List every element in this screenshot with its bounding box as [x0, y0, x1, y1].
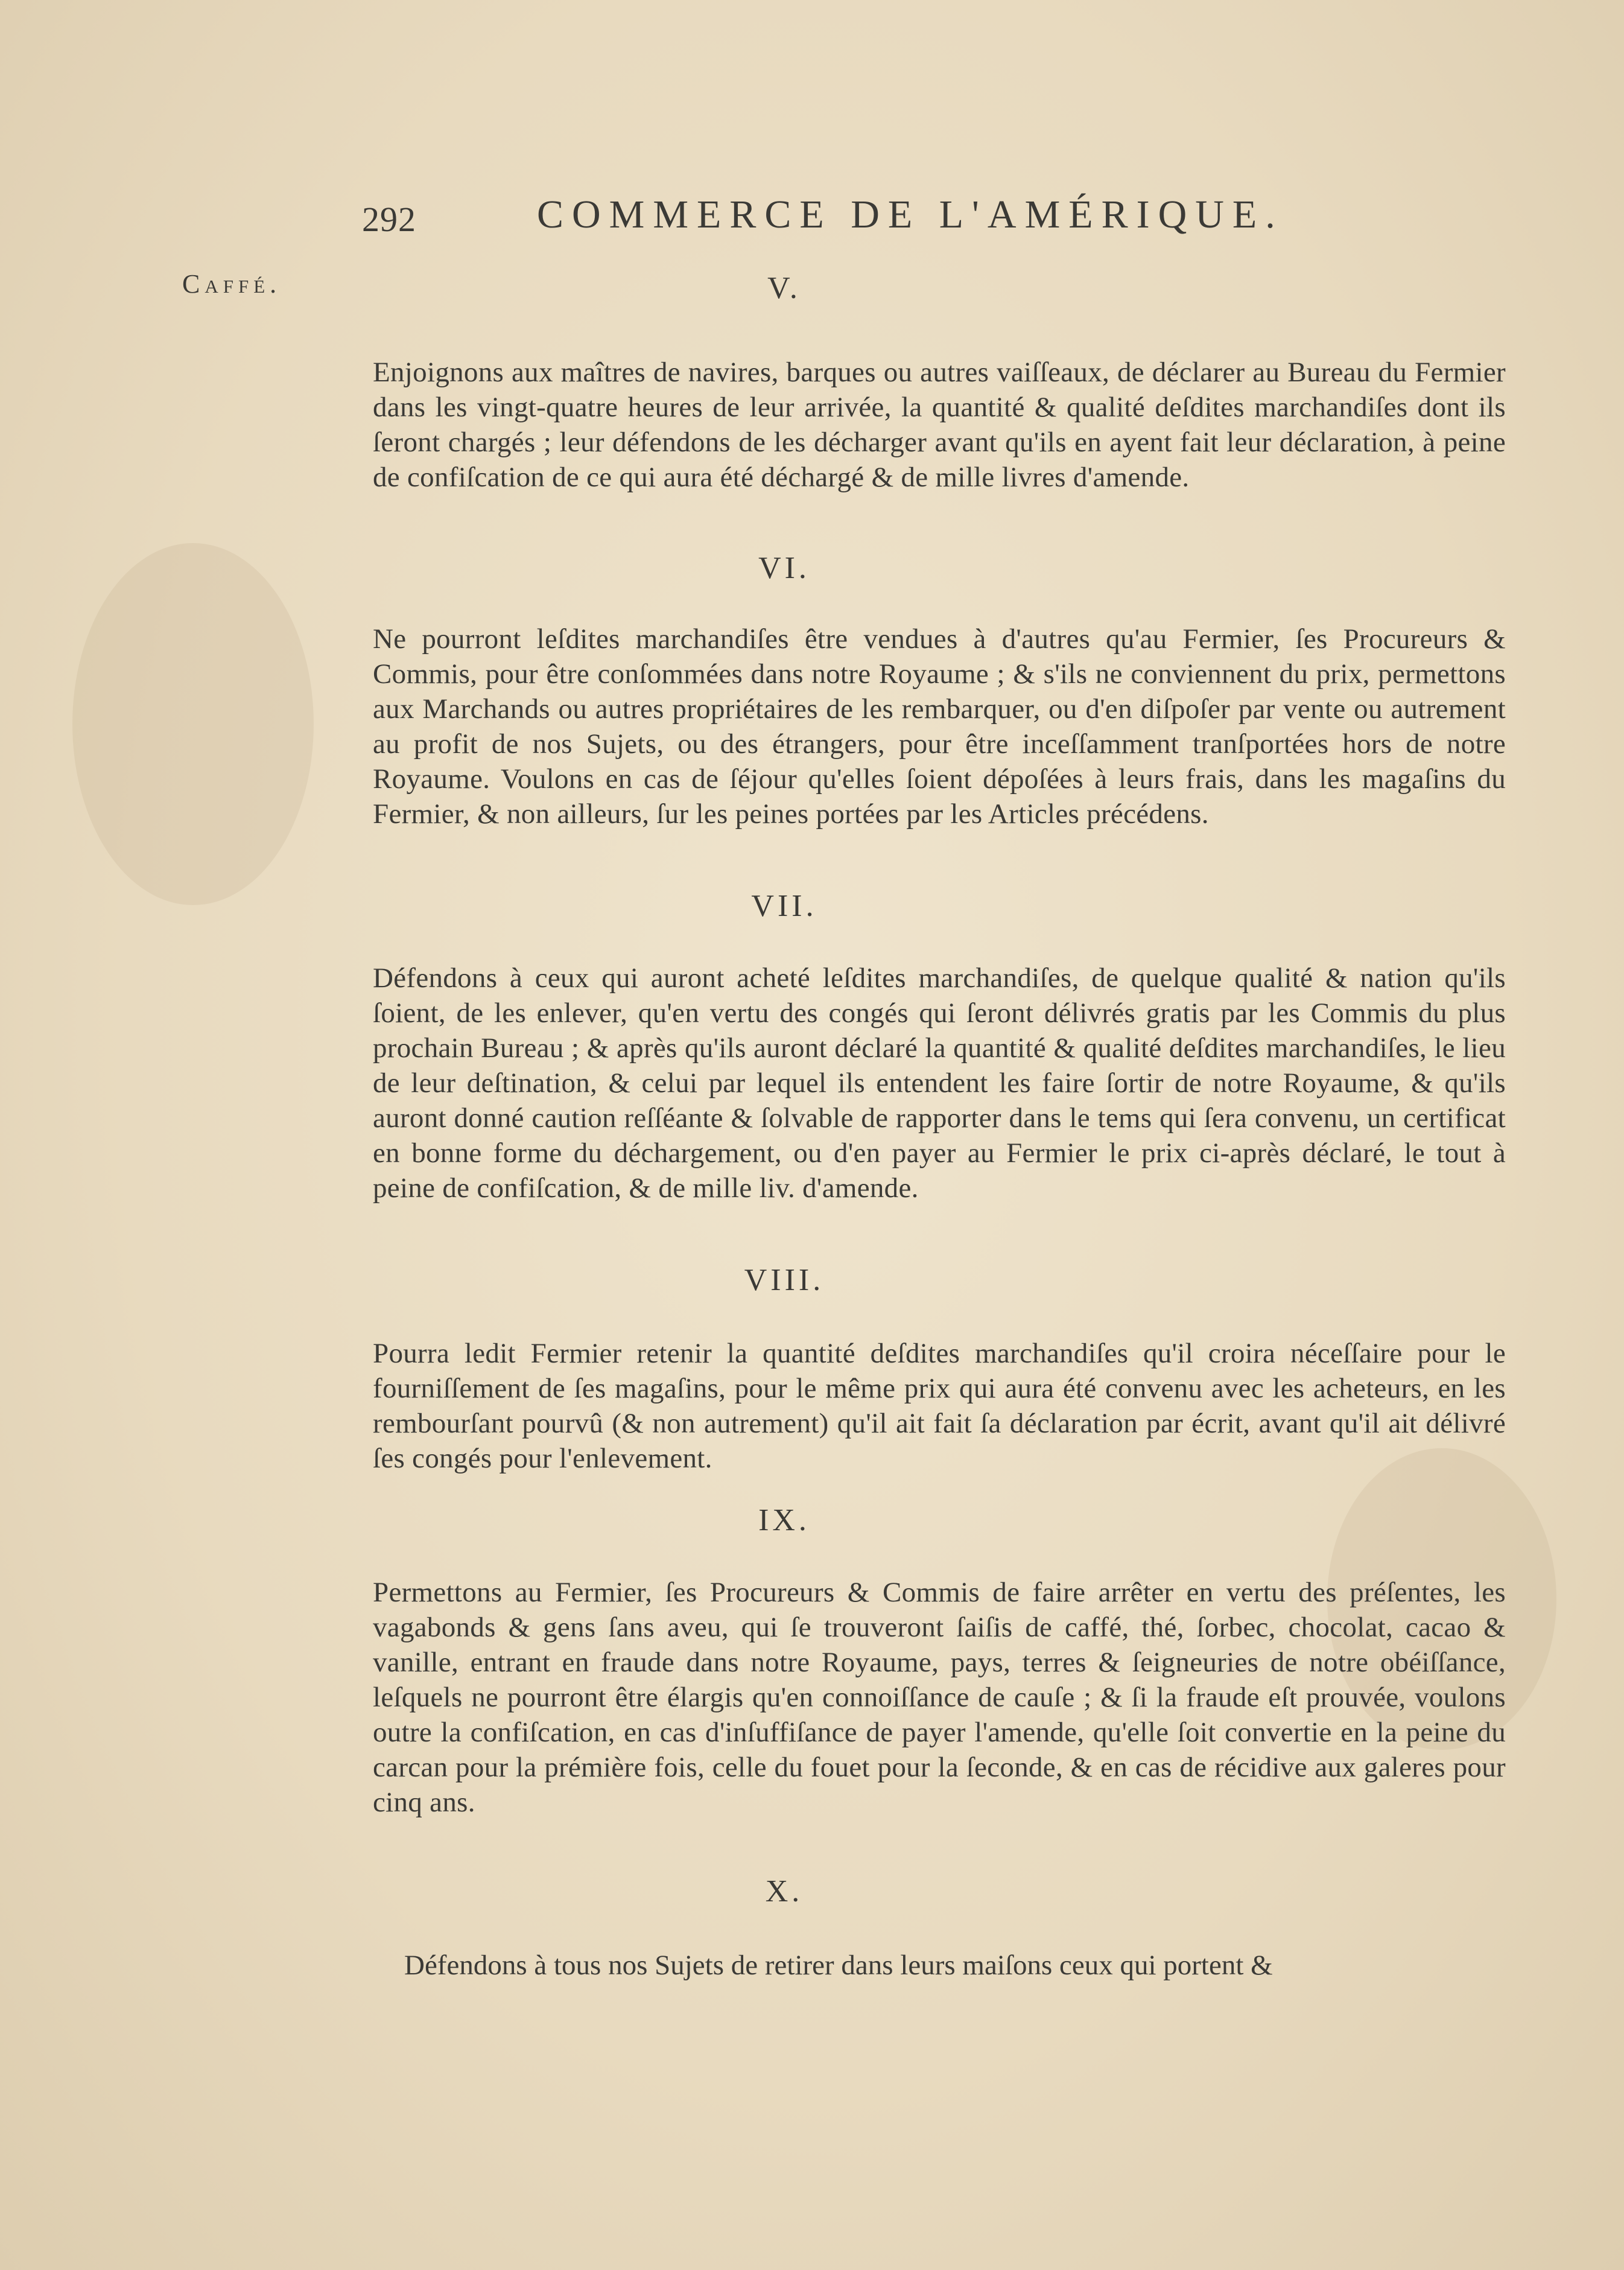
article-text-vi: Ne pourront leſdites marchandiſes être vendues à d'autres qu'au Fermier, ſes Procureurs & Commis, pour être conſommées dans notre Royaume ; & s'ils ne conviennent du prix, permettons aux Marchands ou autres propriétaires de les rembarquer, ou d'en diſpoſer par vente ou autrement au profit de nos Sujets, ou des étrangers, pour être inceſſamment tranſportées hors de notre Royaume. Voulons en cas de ſéjour qu'elles ſoient dépoſées à leurs frais, dans les magaſins du Fermier, & non ailleurs, ſur les peines portées par les Articles précédens.: [373, 623, 1506, 830]
article-heading-viii: VIII.: [744, 1263, 825, 1297]
article-heading-vii: VII.: [751, 889, 817, 923]
paper-stain: [72, 543, 314, 905]
article-text-v: Enjoignons aux maîtres de navires, barques ou autres vaiſſeaux, de déclarer au Bureau du Fermier dans les vingt-quatre heures de leur arrivée, la quantité & qualité deſdites marchandiſes dont ils ſeront chargés ; leur défendons de les décharger avant qu'ils en ayent fait leur déclaration, à peine de confiſcation de ce qui aura été déchargé & de mille livres d'amende.: [373, 357, 1506, 493]
running-title: COMMERCE DE L'AMÉRIQUE.: [537, 192, 1284, 237]
page-header: [362, 187, 1351, 241]
page-number: 292: [362, 200, 416, 239]
margin-note: Caffé.: [182, 269, 282, 299]
article-heading-v: V.: [767, 271, 801, 305]
article-heading-vi: VI.: [758, 551, 810, 585]
article-text-vii: Défendons à ceux qui auront acheté leſdites marchandiſes, de quelque qualité & nation qu'ils ſoient, de les enlever, qu'en vertu des congés qui ſeront délivrés gratis par les Commis du plus prochain Bureau ; & après qu'ils auront déclaré la quantité & qualité deſdites marchandiſes, le lieu de leur deſtination, & celui par lequel ils entendent les faire ſortir de notre Royaume, & qu'ils auront donné caution reſſéante & ſolvable de rapporter dans le tems qui ſera convenu, un certificat en bonne forme du déchargement, ou d'en payer au Fermier le prix ci-après déclaré, le tout à peine de confiſcation, & de mille liv. d'amende.: [373, 962, 1506, 1204]
article-text-x: Défendons à tous nos Sujets de retirer dans leurs maiſons ceux qui portent &: [404, 1950, 1273, 1981]
article-text-viii: Pourra ledit Fermier retenir la quantité deſdites marchandiſes qu'il croira néceſſaire pour le fourniſſement de ſes magaſins, pour le même prix qui aura été convenu avec les acheteurs, en les rembourſant pourvû (& non autrement) qu'il ait fait ſa déclaration par écrit, avant qu'il ait délivré ſes congés pour l'enlevement.: [373, 1338, 1506, 1474]
article-heading-x: X.: [765, 1874, 804, 1909]
article-heading-ix: IX.: [758, 1503, 810, 1537]
article-text-ix: Permettons au Fermier, ſes Procureurs & Commis de faire arrêter en vertu des préſentes, les vagabonds & gens ſans aveu, qui ſe trouveront ſaiſis de caffé, thé, ſorbec, chocolat, cacao & vanille, entrant en fraude dans notre Royaume, pays, terres & ſeigneuries de notre obéiſſance, leſquels ne pourront être élargis qu'en connoiſſance de cauſe ; & ſi la fraude eſt prouvée, voulons outre la confiſcation, en cas d'inſuffiſance de payer l'amende, qu'elle ſoit convertie en la peine du carcan pour la prémière fois, celle du fouet pour la ſeconde, & en cas de récidive aux galeres pour cinq ans.: [373, 1577, 1506, 1818]
